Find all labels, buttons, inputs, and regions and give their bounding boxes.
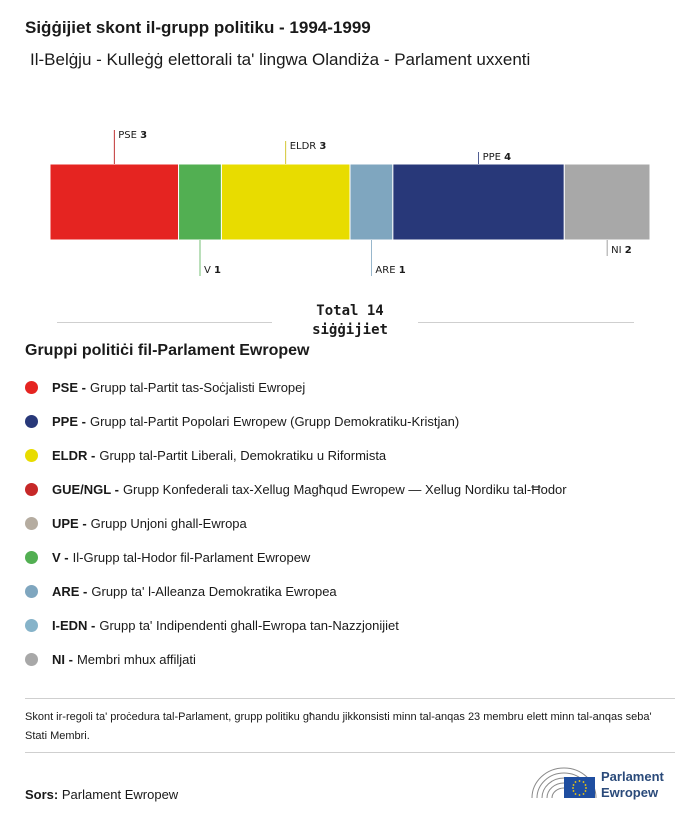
legend-text: Grupp tal-Partit Popolari Ewropew (Grupp Demokratiku-Kristjan) — [89, 413, 460, 429]
legend-color-dot-icon — [25, 551, 38, 564]
legend-text: Grupp tal-Partit tas-Soċjalisti Ewropej — [89, 379, 306, 395]
legend-text: Grupp ta' Indipendenti ghall-Ewropa tan-Nazzjonijiet — [99, 617, 399, 633]
bar-segment-v — [179, 164, 222, 240]
bar-segment-are — [350, 164, 393, 240]
bar-segment-ppe — [393, 164, 564, 240]
legend-item — [25, 574, 567, 608]
total-divider-left — [57, 322, 272, 323]
legend-abbr: PPE - — [52, 413, 86, 429]
legend-color-dot-icon — [25, 483, 38, 496]
legend-abbr: GUE/NGL - — [52, 481, 119, 497]
divider — [25, 698, 675, 699]
legend-item — [25, 540, 567, 574]
legend-abbr: ARE - — [52, 583, 88, 599]
legend-abbr: UPE - — [52, 515, 87, 531]
segment-label-v: V 1 — [204, 265, 221, 276]
divider — [25, 752, 675, 753]
legend-text: Grupp tal-Partit Liberali, Demokratiku u Riformista — [99, 447, 387, 463]
legend-item — [25, 608, 567, 642]
legend-text: Grupp ta' l-Alleanza Demokratika Ewropea — [91, 583, 337, 599]
segment-label-ni: NI 2 — [611, 245, 632, 256]
segment-label-pse: PSE 3 — [118, 130, 148, 141]
bar-segment-ni — [564, 164, 650, 240]
legend-color-dot-icon — [25, 449, 38, 462]
legend-text: Membri mhux affiljati — [76, 651, 196, 667]
legend-item — [25, 370, 567, 404]
source-line — [25, 787, 178, 802]
legend-text: Il-Grupp tal-Hodor fil-Parlament Ewropew — [72, 549, 311, 565]
logo-line1: Parlament — [601, 769, 664, 784]
legend-color-dot-icon — [25, 585, 38, 598]
legend-item — [25, 438, 567, 472]
logo-line2: Ewropew — [601, 785, 659, 800]
legend-text: Grupp Unjoni ghall-Ewropa — [90, 515, 247, 531]
legend-title: Gruppi politiċi fil-Parlament Ewropew — [25, 342, 310, 359]
legend-item — [25, 472, 567, 506]
footnote: Skont ir-regoli ta' proċedura tal-Parlament, grupp politiku għandu jikkonsisti minn tal-anqas 23 membru elett minn tal-anqas seba' Stati Membri. — [25, 711, 652, 742]
total-seats — [275, 302, 425, 340]
logo-text — [601, 769, 664, 801]
legend — [25, 370, 567, 676]
legend-abbr: V - — [52, 549, 69, 565]
legend-item — [25, 404, 567, 438]
segment-label-ppe: PPE 4 — [482, 152, 512, 163]
legend-color-dot-icon — [25, 619, 38, 632]
legend-color-dot-icon — [25, 517, 38, 530]
total-line1: Total 14 — [316, 303, 384, 319]
bar-segment-pse — [50, 164, 179, 240]
legend-abbr: ELDR - — [52, 447, 96, 463]
source-label: Sors: — [25, 787, 59, 802]
segment-label-eldr: ELDR 3 — [289, 141, 327, 152]
bar-segment-eldr — [221, 164, 350, 240]
legend-abbr: NI - — [52, 651, 73, 667]
chart-title: Siġġijiet skont il-grupp politiku - 1994-1999 — [25, 18, 371, 37]
source-value: Parlament Ewropew — [61, 787, 179, 802]
legend-text: Grupp Konfederali tax-Xellug Magħqud Ewropew — Xellug Nordiku tal-Ħodor — [122, 481, 567, 497]
total-line2: siġġijiet — [312, 322, 388, 338]
legend-abbr: PSE - — [52, 379, 86, 395]
legend-color-dot-icon — [25, 653, 38, 666]
legend-color-dot-icon — [25, 381, 38, 394]
legend-abbr: I-EDN - — [52, 617, 96, 633]
segment-label-are: ARE 1 — [375, 265, 406, 276]
seat-bar-chart — [0, 120, 700, 290]
legend-item — [25, 506, 567, 540]
legend-color-dot-icon — [25, 415, 38, 428]
chart-subtitle: Il-Belġju - Kulleġġ elettorali ta' lingwa Olandiża - Parlament uxxenti — [30, 50, 531, 69]
legend-item — [25, 642, 567, 676]
total-divider-right — [418, 322, 634, 323]
